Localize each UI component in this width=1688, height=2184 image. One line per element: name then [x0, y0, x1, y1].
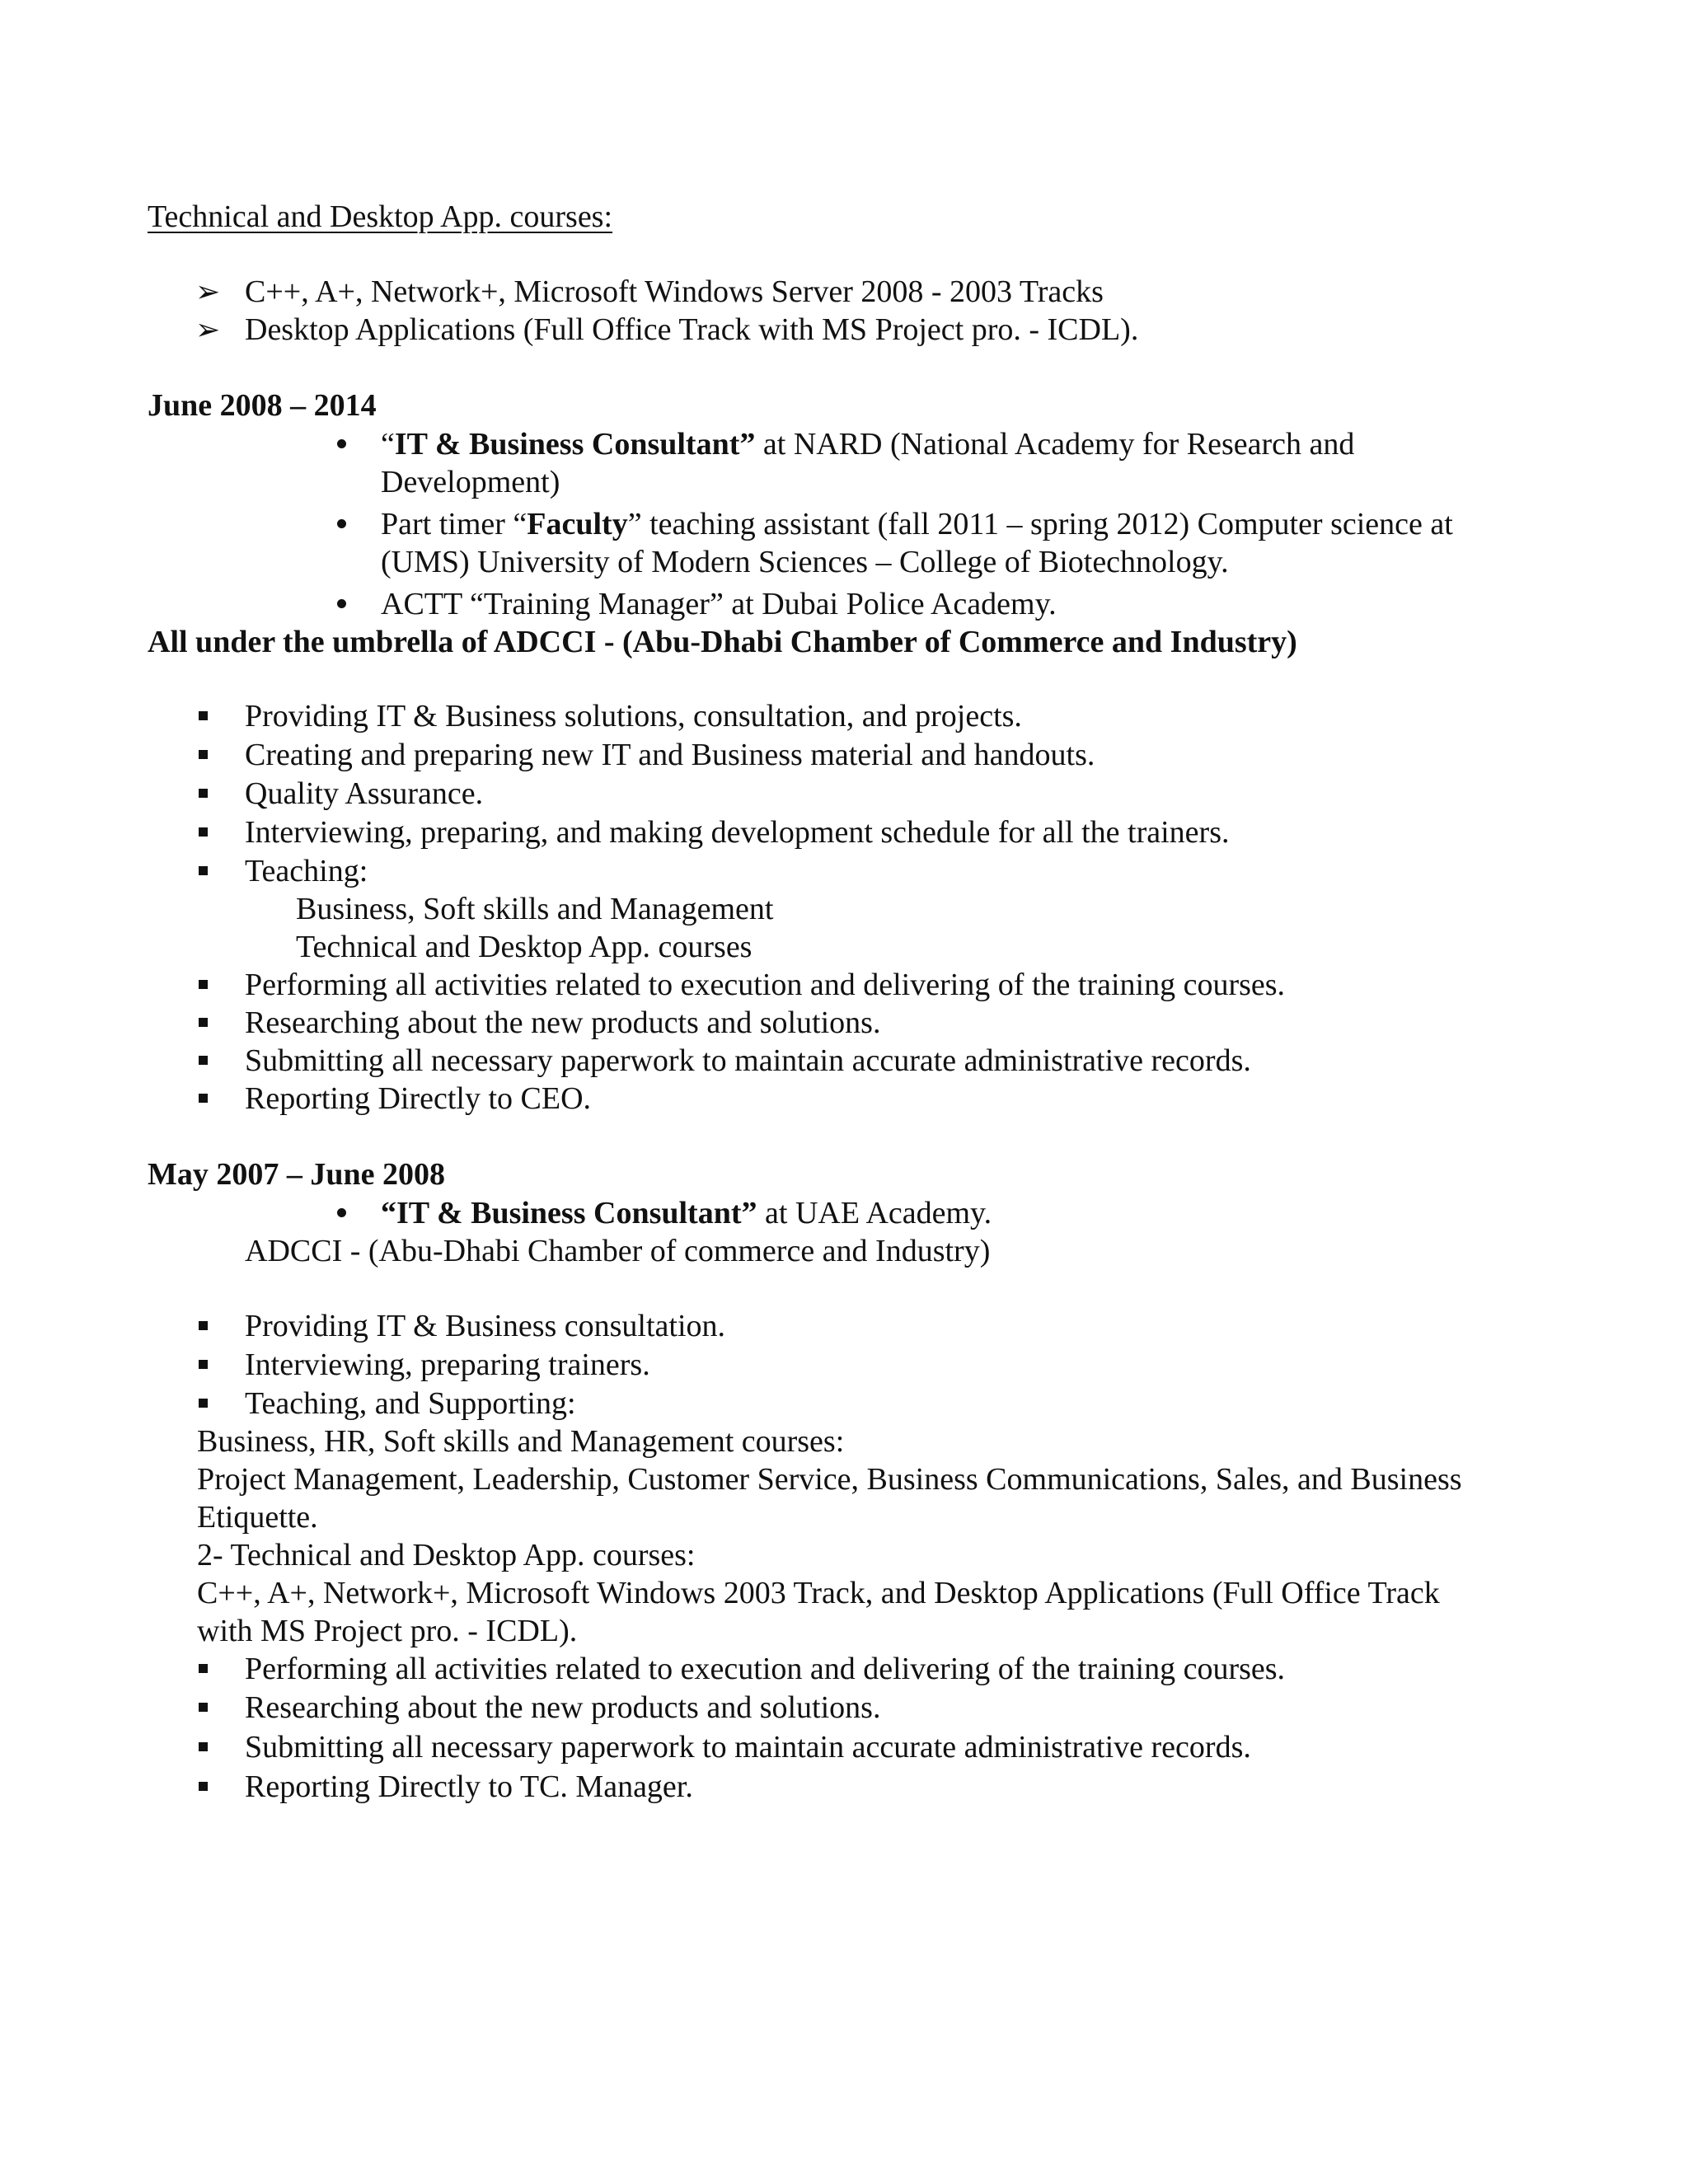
job2-duty: Interviewing, preparing trainers.	[245, 1347, 650, 1382]
job2-duty: Providing IT & Business consultation.	[245, 1309, 726, 1343]
job2-date: May 2007 – June 2008	[148, 1157, 445, 1192]
job1-role: Part timer “Faculty” teaching assistant (fall 2011 – spring 2012) Computer science at	[381, 507, 1453, 541]
tech-course-item: Desktop Applications (Full Office Track with MS Project pro. - ICDL).	[245, 312, 1139, 347]
square-bullet-icon	[199, 1056, 208, 1065]
job1-umbrella: All under the umbrella of ADCCI - (Abu-Dhabi Chamber of Commerce and Industry)	[148, 625, 1297, 659]
round-bullet-icon	[337, 1208, 346, 1217]
job2-paragraph-line: C++, A+, Network+, Microsoft Windows 2003 Track, and Desktop Applications (Full Office Track	[197, 1576, 1440, 1610]
square-bullet-icon	[199, 1782, 208, 1791]
square-bullet-icon	[199, 711, 208, 720]
square-bullet-icon	[199, 1094, 208, 1103]
job2-org: ADCCI - (Abu-Dhabi Chamber of commerce and Industry)	[245, 1234, 991, 1268]
job1-duty: Teaching:	[245, 854, 368, 888]
job1-role-continuation: (UMS) University of Modern Sciences – College of Biotechnology.	[381, 545, 1229, 579]
job1-duty: Researching about the new products and solutions.	[245, 1005, 881, 1040]
square-bullet-icon	[199, 1321, 208, 1330]
arrow-bullet-icon: ➢	[195, 275, 221, 308]
round-bullet-icon	[337, 599, 346, 608]
job2-paragraph-line: Etiquette.	[197, 1500, 318, 1535]
square-bullet-icon	[199, 1703, 208, 1712]
job1-role: ACTT “Training Manager” at Dubai Police Academy.	[381, 587, 1057, 621]
square-bullet-icon	[199, 866, 208, 875]
job2-duty: Reporting Directly to TC. Manager.	[245, 1769, 693, 1804]
job2-paragraph-line: with MS Project pro. - ICDL).	[197, 1614, 578, 1648]
job1-duty: Creating and preparing new IT and Business material and handouts.	[245, 738, 1095, 772]
round-bullet-icon	[337, 519, 346, 528]
job2-paragraph-line: Project Management, Leadership, Customer Service, Business Communications, Sales, and Business	[197, 1462, 1462, 1497]
job2-paragraph-line: 2- Technical and Desktop App. courses:	[197, 1538, 696, 1572]
job1-role-continuation: Development)	[381, 465, 560, 499]
job1-teaching-sub: Technical and Desktop App. courses	[296, 930, 753, 964]
job1-duty: Providing IT & Business solutions, consultation, and projects.	[245, 699, 1022, 733]
tech-courses-heading: Technical and Desktop App. courses:	[148, 199, 613, 234]
job1-teaching-sub: Business, Soft skills and Management	[296, 892, 774, 926]
square-bullet-icon	[199, 827, 208, 837]
square-bullet-icon	[199, 789, 208, 798]
job1-duty: Submitting all necessary paperwork to maintain accurate administrative records.	[245, 1043, 1251, 1078]
job2-paragraph-line: Business, HR, Soft skills and Management courses:	[197, 1424, 845, 1459]
square-bullet-icon	[199, 1399, 208, 1408]
job2-duty: Researching about the new products and solutions.	[245, 1690, 881, 1725]
arrow-bullet-icon: ➢	[195, 313, 221, 346]
job1-duty: Quality Assurance.	[245, 776, 484, 811]
job1-duty: Reporting Directly to CEO.	[245, 1081, 592, 1116]
job1-duty: Interviewing, preparing, and making development schedule for all the trainers.	[245, 815, 1230, 850]
tech-course-item: C++, A+, Network+, Microsoft Windows Server 2008 - 2003 Tracks	[245, 274, 1104, 309]
square-bullet-icon	[199, 1742, 208, 1751]
square-bullet-icon	[199, 1018, 208, 1027]
job1-role: “IT & Business Consultant” at NARD (National Academy for Research and	[381, 427, 1355, 462]
job1-date: June 2008 – 2014	[148, 388, 377, 423]
square-bullet-icon	[199, 750, 208, 759]
job2-duty: Submitting all necessary paperwork to maintain accurate administrative records.	[245, 1730, 1251, 1765]
square-bullet-icon	[199, 980, 208, 989]
job2-duty: Performing all activities related to execution and delivering of the training courses.	[245, 1652, 1286, 1686]
job1-duty: Performing all activities related to execution and delivering of the training courses.	[245, 968, 1286, 1002]
round-bullet-icon	[337, 439, 346, 448]
square-bullet-icon	[199, 1664, 208, 1673]
job2-duty: Teaching, and Supporting:	[245, 1386, 576, 1421]
job2-role: “IT & Business Consultant” at UAE Academy.	[381, 1196, 992, 1230]
square-bullet-icon	[199, 1360, 208, 1369]
